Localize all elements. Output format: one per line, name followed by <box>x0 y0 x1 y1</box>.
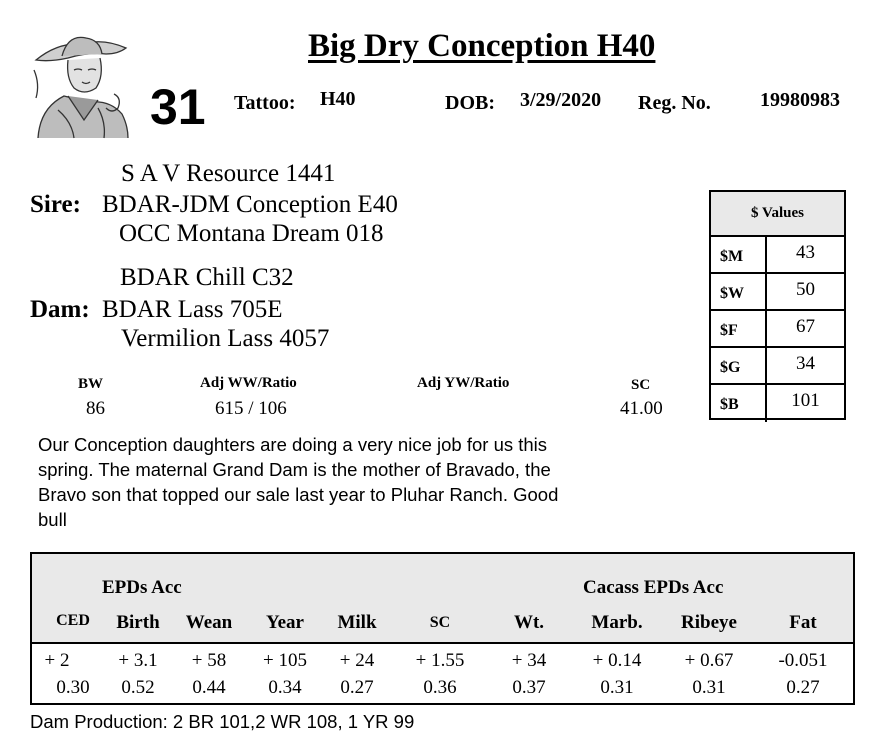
dollar-value-key: $W <box>711 274 767 309</box>
animal-name-title: Big Dry Conception H40 <box>308 28 656 64</box>
sc-value: 41.00 <box>620 398 663 419</box>
epd-column-header: Wean <box>185 612 233 633</box>
dob-label: DOB: <box>445 92 495 114</box>
epd-value: + 1.55 <box>415 650 465 671</box>
dollar-values-title: $ Values <box>711 192 844 237</box>
tattoo-label: Tattoo: <box>234 92 296 114</box>
dollar-value-key: $M <box>711 237 767 272</box>
carcass-epd-section-label: Cacass EPDs Acc <box>583 577 724 598</box>
bull-comment: Our Conception daughters are doing a very nice job for us this spring. The maternal Grand Dam is the mother of Bravado, the Bravo son that topped our sale last year to Pluhar Ranch. Good bull <box>38 434 559 530</box>
ww-value: 615 / 106 <box>215 398 287 419</box>
dollar-value-row <box>711 274 844 311</box>
dollar-values-table <box>709 190 846 420</box>
epd-header <box>32 554 853 644</box>
dollar-value-row <box>711 348 844 385</box>
epd-accuracy: 0.27 <box>340 677 374 698</box>
epd-table <box>30 552 855 705</box>
yw-label: Adj YW/Ratio <box>417 375 510 391</box>
epd-accuracy: 0.31 <box>600 677 634 698</box>
dollar-value-number: 67 <box>796 316 815 337</box>
epd-column-header: CED <box>56 612 90 629</box>
reg-value: 19980983 <box>760 89 840 111</box>
dam-label: Dam: <box>30 296 90 323</box>
epd-value: + 2 <box>44 650 70 671</box>
epd-accuracy: 0.34 <box>268 677 302 698</box>
bw-label: BW <box>78 376 104 392</box>
epd-value: + 34 <box>511 650 547 671</box>
dam-name: BDAR Lass 705E <box>102 296 283 323</box>
epd-value: + 24 <box>339 650 375 671</box>
dob-value: 3/29/2020 <box>520 89 602 111</box>
dollar-value-row <box>711 385 844 422</box>
epd-value: + 0.14 <box>592 650 642 671</box>
epd-column-header: SC <box>429 614 451 631</box>
dollar-value-number: 50 <box>796 279 815 300</box>
bw-value: 86 <box>86 398 105 419</box>
sire-dam: OCC Montana Dream 018 <box>119 220 384 247</box>
lot-number: 31 <box>150 79 206 135</box>
epd-accuracy: 0.30 <box>56 677 90 698</box>
dollar-value-number: 34 <box>796 353 815 374</box>
epd-column-header: Ribeye <box>681 612 737 633</box>
epd-value: -0.051 <box>778 650 828 671</box>
epd-accuracy: 0.52 <box>121 677 155 698</box>
tattoo-value: H40 <box>320 88 356 110</box>
sire-sire: S A V Resource 1441 <box>121 160 336 187</box>
epd-value: + 105 <box>263 650 307 671</box>
dollar-value-number: 101 <box>791 390 820 411</box>
epd-column-header: Year <box>266 612 304 633</box>
sire-label: Sire: <box>30 191 81 218</box>
sc-label: SC <box>631 377 651 393</box>
epd-accuracy: 0.27 <box>786 677 820 698</box>
epd-section-label: EPDs Acc <box>102 577 182 598</box>
epd-column-header: Marb. <box>591 612 643 633</box>
epd-value: + 3.1 <box>118 650 158 671</box>
dollar-value-row <box>711 237 844 274</box>
epd-column-header: Fat <box>789 612 817 633</box>
dam-production: Dam Production: 2 BR 101,2 WR 108, 1 YR 99 <box>30 711 415 732</box>
dollar-value-key: $B <box>711 385 767 422</box>
cowboy-logo-icon <box>28 30 134 142</box>
dam-sire: BDAR Chill C32 <box>120 264 294 291</box>
epd-accuracy: 0.31 <box>692 677 726 698</box>
ww-label: Adj WW/Ratio <box>200 375 297 391</box>
dollar-value-key: $F <box>711 311 767 346</box>
dollar-value-number: 43 <box>796 242 815 263</box>
dollar-value-key: $G <box>711 348 767 383</box>
epd-value: + 58 <box>191 650 227 671</box>
epd-accuracy: 0.44 <box>192 677 226 698</box>
dam-dam: Vermilion Lass 4057 <box>121 325 330 352</box>
epd-accuracy: 0.37 <box>512 677 546 698</box>
reg-label: Reg. No. <box>638 92 711 114</box>
epd-value: + 0.67 <box>684 650 734 671</box>
epd-column-header: Birth <box>116 612 160 633</box>
sire-name: BDAR-JDM Conception E40 <box>102 191 398 218</box>
dollar-value-row <box>711 311 844 348</box>
epd-column-header: Milk <box>337 612 377 633</box>
epd-accuracy: 0.36 <box>423 677 457 698</box>
epd-column-header: Wt. <box>513 612 545 633</box>
